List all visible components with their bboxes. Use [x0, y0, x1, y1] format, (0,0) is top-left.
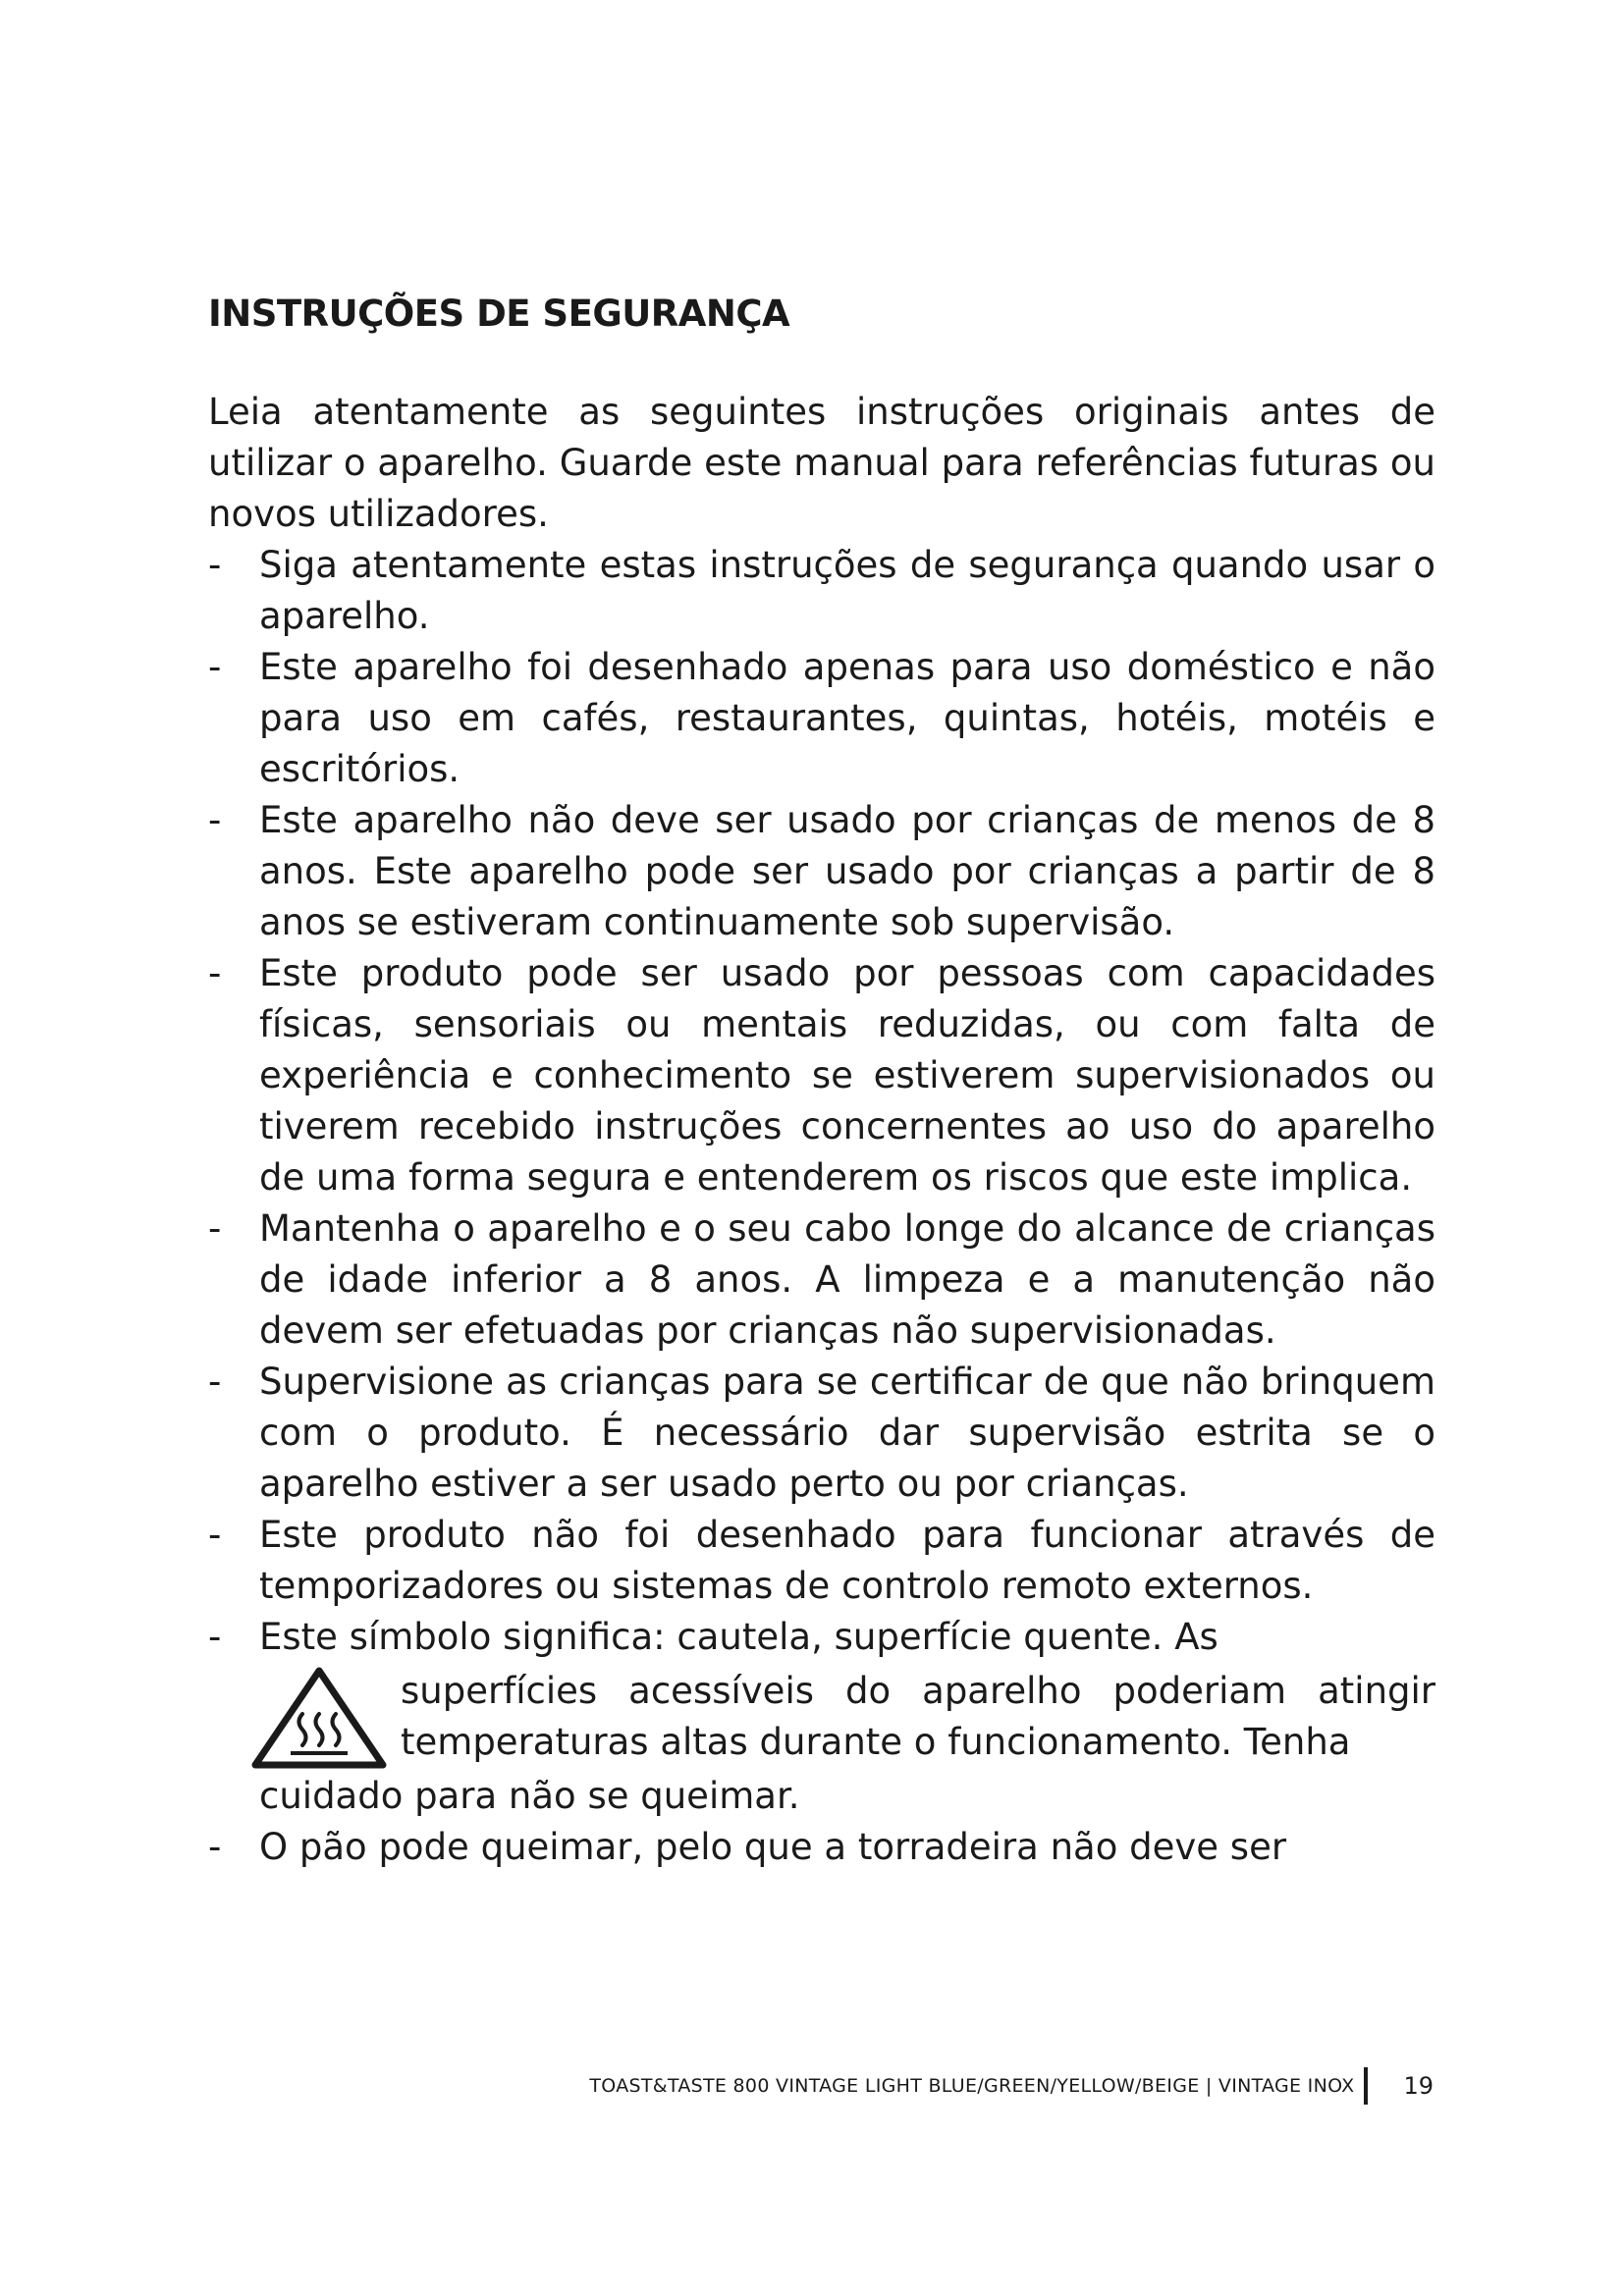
- list-item-text: Este produto não foi desenhado para funcionar através de temporizadores ou sistemas de controlo remoto externos.: [259, 1514, 1435, 1607]
- list-item-text: Este produto pode ser usado por pessoas com capacidades físicas, sensoriais ou mentais reduzidas, ou com falta de experiência e conhecimento se estiverem supervisionados ou tiverem recebido instruções concernentes ao uso do aparelho de uma forma segura e entenderem os riscos que este implica.: [259, 952, 1435, 1199]
- list-item: [208, 948, 1435, 1203]
- symbol-line-1: Este símbolo significa: cautela, superfície quente. As: [259, 1616, 1218, 1658]
- footer-model-name: TOAST&TASTE 800 VINTAGE LIGHT BLUE/GREEN/YELLOW/BEIGE | VINTAGE INOX: [589, 2075, 1355, 2097]
- intro-paragraph: Leia atentamente as seguintes instruções originais antes de utilizar o aparelho. Guarde este manual para referências futuras ou novos utilizadores.: [208, 391, 1435, 535]
- list-dash: -: [208, 1207, 222, 1250]
- list-item: [208, 1510, 1435, 1612]
- list-item: [208, 795, 1435, 948]
- list-item-text: Este aparelho foi desenhado apenas para uso doméstico e não para uso em cafés, restaurantes, quintas, hotéis, motéis e escritórios.: [259, 646, 1435, 790]
- list-dash: -: [208, 1514, 222, 1556]
- list-item-text: Este aparelho não deve ser usado por crianças de menos de 8 anos. Este aparelho pode ser usado por crianças a partir de 8 anos se estiveram continuamente sob supervisão.: [259, 799, 1435, 943]
- list-dash: -: [208, 646, 222, 688]
- symbol-line-3: cuidado para não se queimar.: [259, 1775, 800, 1817]
- footer-divider: [1364, 2067, 1368, 2105]
- symbol-row: [247, 1663, 1435, 1771]
- page-footer: [530, 2066, 1434, 2106]
- page-number: 19: [1403, 2072, 1434, 2100]
- document-page: [208, 285, 1435, 1873]
- list-dash: -: [208, 1826, 222, 1868]
- symbol-line-2: superfícies acessíveis do aparelho poderiam atingir temperaturas altas durante o funcionamento. Tenha: [401, 1670, 1435, 1763]
- list-item: [208, 540, 1435, 642]
- page-title: INSTRUÇÕES DE SEGURANÇA: [208, 293, 790, 335]
- list-item: [208, 1357, 1435, 1510]
- list-item: [208, 1203, 1435, 1357]
- list-dash: -: [208, 1361, 222, 1403]
- list-dash: -: [208, 544, 222, 586]
- body-content: [208, 387, 1435, 1873]
- list-dash: -: [208, 1616, 222, 1658]
- list-item-last: [208, 1822, 1435, 1873]
- list-item-symbol: [208, 1612, 1435, 1822]
- list-item-text: O pão pode queimar, pelo que a torradeira não deve ser: [259, 1826, 1287, 1868]
- safety-list: [208, 540, 1435, 1873]
- list-item-text: Supervisione as crianças para se certificar de que não brinquem com o produto. É necessário dar supervisão estrita se o aparelho estiver a ser usado perto ou por crianças.: [259, 1361, 1435, 1505]
- list-item: [208, 642, 1435, 795]
- hot-surface-warning-icon: [247, 1663, 391, 1771]
- list-item-text: Siga atentamente estas instruções de segurança quando usar o aparelho.: [259, 544, 1435, 637]
- list-dash: -: [208, 952, 222, 994]
- list-dash: -: [208, 799, 222, 841]
- list-item-text: Mantenha o aparelho e o seu cabo longe do alcance de crianças de idade inferior a 8 anos. A limpeza e a manutenção não devem ser efetuadas por crianças não supervisionadas.: [259, 1207, 1435, 1352]
